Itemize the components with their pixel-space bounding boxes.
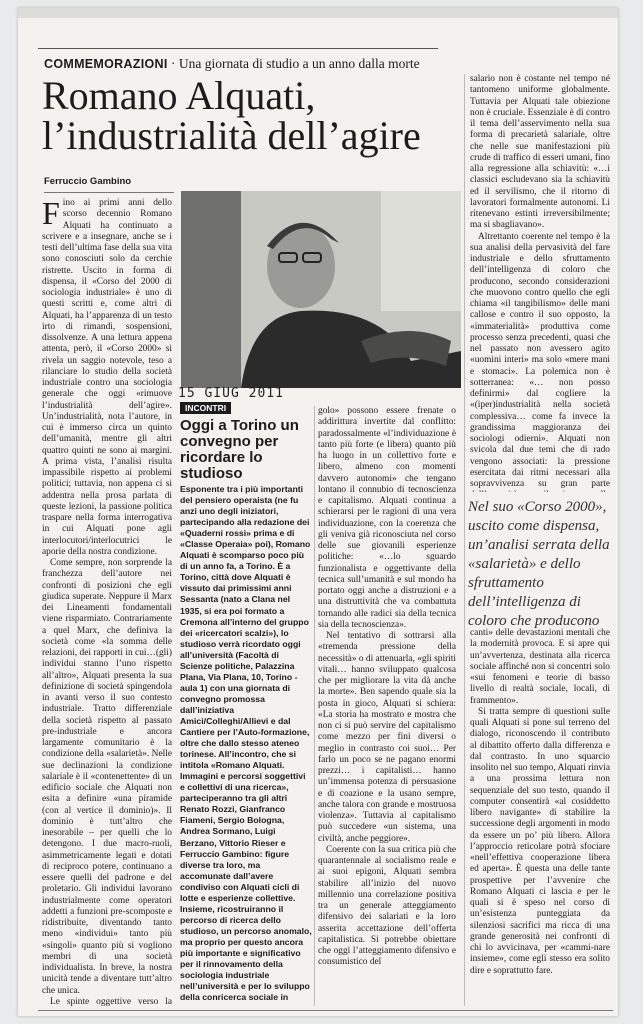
scan-edge [18,8,618,18]
column-divider [464,74,465,1006]
paragraph: Nel tentativo di sottrarsi alla «tremenda pressione della necessità» o di attenuarla, «gli spiriti vitali… hanno sviluppato qualcosa che per migliorare la vita dà anche la morte». Ben sapendo quale sia la posta in gioco, Alquati si schiera: «La storia ha mostrato e mostra che non ci si può servire del capitalismo come mezzo per fini diversi o meglio in contrasto coi suoi… Per farlo un poco se ne pagano enormi prezzi… i capitalisti… hanno un’immensa potenza di persuasione e di coazione e la usano sempre, anche talora con grande e mostruosa violenza». Tuttavia al capitalismo può succedere «un sistema, una civiltà, anche peggiore». [318,631,456,844]
paragraph: Altrettanto coerente nel tempo è la sua analisi della pervasività del fare industriale e dello sfruttamento dell’intelligenza di coloro che producono, secondo considerazioni che muovono contro quello che egli chiama «il tangibilismo» delle mani callose e contro il suo opposto, la «immaterialità» produttiva come processo senza precedenti, quasi che nel passato non avessero agito «uomini interi» ma solo «mere mani e stomaci». La polemica non è sotterranea: «… non posso definirmi» dal cogliere la «(iper)industrialità nella società complessiva… come fa invece la grandissima maggioranza dei sociologi odierni». Alquati non svicola dal due temi che di rado vengono associati: la pressione esercitata dai ritmi necessari alla sopravvivenza su gran parte [470,231,610,489]
headline: Romano Alquati, l’industrialità dell’agire [42,73,421,158]
handwritten-date: 15 GIUG 2011 [178,386,284,401]
footer-rule [38,1010,613,1011]
column-divider [314,406,315,1006]
pull-quote: Nel suo «Corso 2000», uscito come dispensa, un’analisi serrata della «salarietà» e dello sfruttamento dell’intelligenza di coloro che producono [468,499,610,629]
paragraph: Fino ai primi anni dello scorso decennio Romano Alquati ha continuato a scrivere e a insegnare, anche se i testi dell’ultima fase della sua vita sono conosciuti solo da cerchie ristrette. Uscito in forma di dispensa, il «Corso del 2000 di sociologia industriale» è uno di questi scritti e, come altri di Alquati, ha l’apparenza di un testo irto di rimandi, sospensioni, dissolvenze. A una lettura appena attenta, però, il «Corso 2000» si rivela un saggio notevole, teso a rilanciare lo studio della società industriale contro una sociologia generale che oggi «rimuove l’industrialità dell’agire». Un’industrialità, nota l’autore, in cui è immerso circa un quinto dell’umanità, mentre gli altri quattro quinti ne sono ai margini. A prima vista, l’analisi risulta impassibile rispetto ai problemi politici; tuttavia, non appena ci si addentra nella prosa parlata di queste lezioni, la passione politica traspare nella forma interrogativa in cui Alquati pone agli interlocutori/interlocutrici le aporie della nostra condizione. [42,198,172,557]
section-label: COMMEMORAZIONI [44,57,168,71]
paragraph: golo» possono essere frenate o addirittura invertite dal conflitto: paradossalmente «l’individuazione è tanto più forte (e libera) quanto più ha luogo in un collettivo forte e libero, almeno con momenti davvero autonomi» che tengano lontano il connubio di tecnoscienza e capitalismo. Alquati continua a schierarsi per le ragioni di una vera individuazione, con la coerenza che gli veniva già riconosciuta nel corso delle sue giovanili esperienze politiche: «…lo sguardo funzionalista e oggettivante della tecnica sull’umanità e sul mondo ha portato oggi anche a distruzioni e a una distruttività che va combattuta tornando alle radici sia della tecnica sia della tecnoscienza». [318,406,456,630]
paragraph: Come sempre, non sorprende la franchezza dell’autore nei confronti di posizioni che egli giudica superate. Neppure il Marx dei Lineamenti fondamentali viene risparmiato. Contrariamente a quel Marx, che definiva la società come «la somma delle relazioni, dei rapporti in cui…(gli) individui stanno l’uno rispetto all’altro», Alquati presenta la sua definizione di società spingendola in avanti verso il suo contesto industriale. Tratto differenziale della società rispetto al passato pre-industriale e ancora largamente comunitario è la condizione della «salarietà». Nelle sue declinazioni la condizione salariale è il «contenettente» di un edificio sociale che Alquati non esita a definire «una piramide (con al vertice il dominio)». Il dominio è tutt’altro che inesorabile – per quelli che lo detengono. I due macro-ruoli, asimmetricamente legati e dotati di reciproco potere, continuano a essere quelli del padrone e del proletario. Gli individui lavorano industrialmente come operatori addetti a funzioni pre-scomposte e ridistribuite, diventando tanto meno «individui» tanto più «singoli» quanto più si vogliono membri di una società individualista. In breve, la nostra unicità tende a diventare tutt’altro che unica. [42,558,172,996]
portrait-illustration [181,191,461,388]
sidebar-tag: INCONTRI [180,402,231,414]
article-column-4 [470,74,610,492]
paragraph: salario non è costante nel tempo né tantomeno uniforme globalmente. Tuttavia per Alquati tale obiezione non è cruciale. Essenziale è di contro il tema dell’asservimento nella sua forma di precarietà salariale, oltre che nelle sue manifestazioni più crude di traffico di esseri umani, fino alla regressione alla schiavitù: «…i classici escludevano sia la schiavitù ed il servilismo, che il ritorno di lavoratori formalmente autonomi. Li ritenevano estinti irreversibilmente; ma si sbagliavano». [470,74,610,231]
byline-rule [44,192,174,193]
kicker-text: Una giornata di studio a un anno dalla morte [178,56,420,71]
article-column-4-continued [470,628,610,1008]
sidebar-text: Esponente tra i più importanti del pensiero operaista (ne fu anzi uno degli iniziatori, partecipando alla redazione dei «Quaderni rossi» prima e di «Classe Operaia» poi), Romano Alquati è scomparso poco più di un anno fa, a Torino. È a Torino, città dove Alquati è vissuto dai primissimi anni Sessanta (nato a Clana nel 1935, si era poi formato a Cremona all’interno del gruppo dei «ricercatori scalzi»), lo studioso verrà ricordato oggi all’università (Facoltà di Scienze politiche, Palazzina Plana, Via Plana, 10, Torino - aula 1) con una giornata di convegno promossa dall’iniziativa Amici/Colleghi/Allievi e dal Cantiere per l’Auto-formazione, oltre che dallo stesso ateneo torinese. All’incontro, che si intitola «Romano Alquati. Immagini e percorsi soggettivi e collettivi di una ricerca», parteciperanno tra gli altri Renato Rozzi, Gianfranco Fiameni, Sergio Bologna, Andrea Sormano, Luigi Berzano, Vittorio Rieser e Ferruccio Gambino: figure diverse tra loro, ma accomunate dall’avere condiviso con Alquati cicli di lotte e esperienze collettive. Insieme, ricostruiranno il percorso di ricerca dello studioso, un percorso anomalo, ma proprio per questo ancora più importante e significativo per il rinnovamento della sociologia industriale nell’università e per lo sviluppo della conricerca sociale in [180,484,312,1003]
paragraph: Si tratta sempre di questioni sulle quali Alquati si pone sul terreno del dialogo, riconoscendo il contributo al dibattito offerto dalla differenza e dal contrasto. In uno squarcio insolito nel suo tempo, Alquati rinvia a una prossima lettura non sequenziale del suo testo, quando il computer consentirà «al cosiddetto libero navigante» di stabilire la successione degli argomenti in modo da essere un po’ più libero. Allora l’approccio reticolare potrà sfociare «nell’effettiva cooperazione libera ed aperta». È questa una delle tante prospettive per l’avvenire che Romano Alquati ci lascia e per le quali si è speso nel corso di un’esistenza punteggiata da silenziosi sacrifici ma ricca di una grande generosità nei confronti di chi lo avvicinava, per «cammi-nare insieme», come egli stesso era solito dire e soprattutto fare. [470,706,610,976]
paragraph: Le spinte oggettive verso la [50,996,172,1006]
article-column-1 [42,198,172,1006]
kicker-separator: · [171,56,179,71]
article-column-3 [318,406,456,1006]
newspaper-page [18,8,618,1016]
paragraph: Coerente con la sua critica più che quarantennale al socialismo reale e ai suoi epigoni, Alquati sembra stabilire all’inizio del nuovo millennio una correlazione positiva tra un generale atteggiamento difensivo dei salariati e la loro asserita accettazione dell’offerta capitalistica. Si potrebbe obiettare che oggi l’atteggiamento difensivo e consumistico del [318,844,456,968]
kicker-line [44,56,420,72]
byline: Ferruccio Gambino [44,176,132,187]
sidebar-column [180,484,312,1004]
paragraph: canti» delle devastazioni mentali che la modernità provoca. E si apre qui un’avvertenza, destinata alla ricerca sociale affinché non si concentri solo «sui fenomeni e teorie di basso livello di realtà sociale, locali, di frammento». [470,628,610,706]
portrait-photo [181,191,461,388]
header-rule [38,48,438,49]
sidebar-title: Oggi a Torino un convegno per ricordare lo studioso [180,417,299,482]
drop-cap: F [42,198,60,231]
